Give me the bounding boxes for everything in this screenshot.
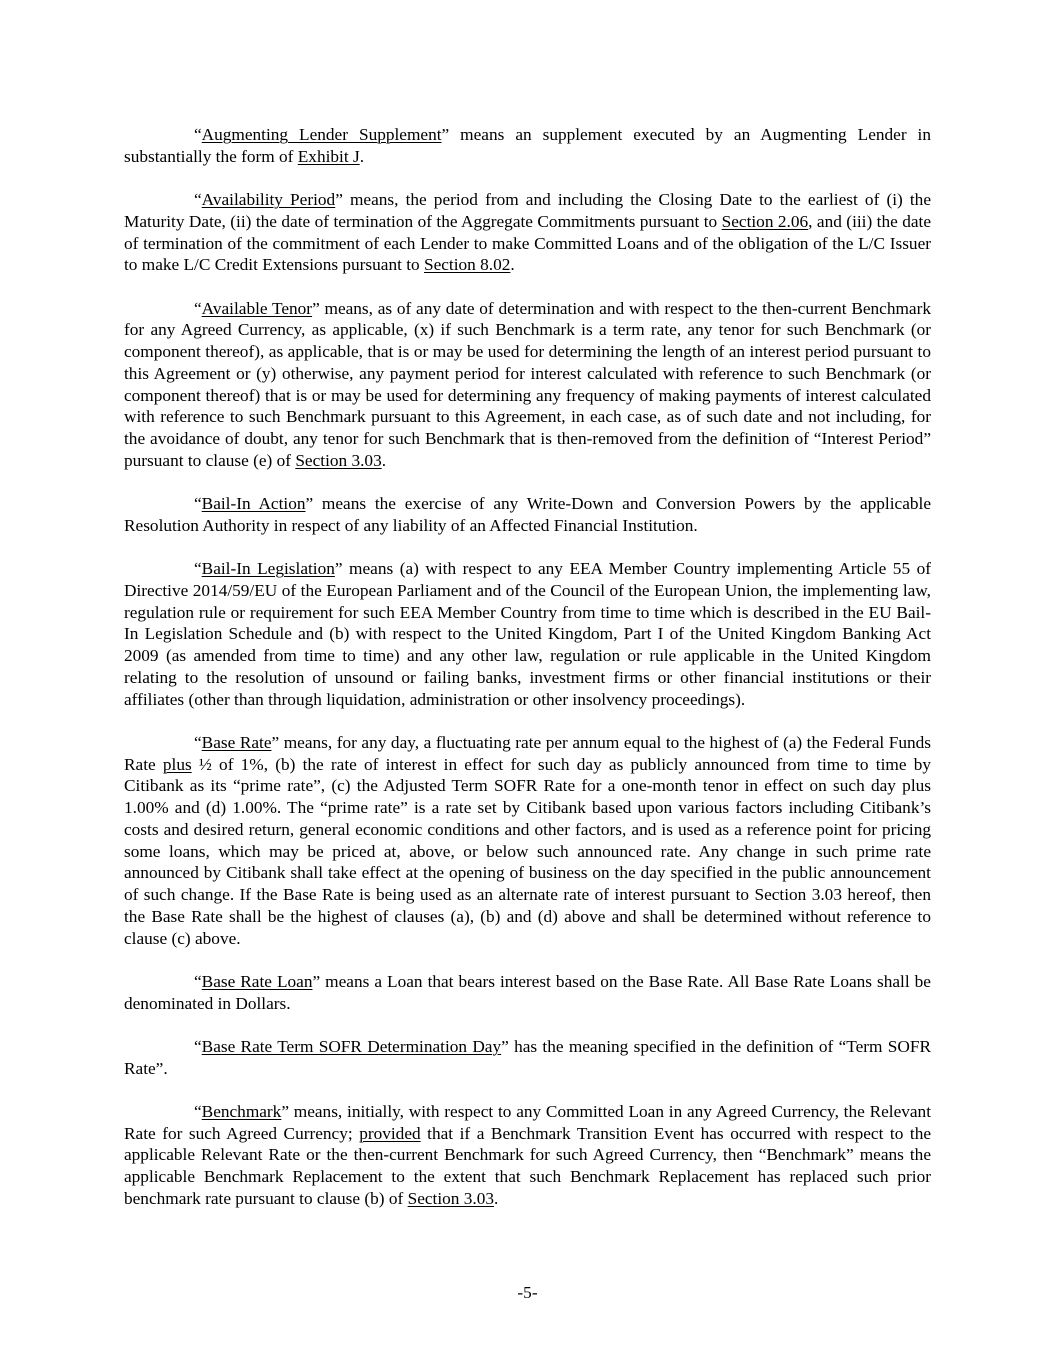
definition-available-tenor xyxy=(124,298,931,472)
underlined-term: Base Rate Loan xyxy=(201,971,313,991)
definition-text: “ xyxy=(194,559,202,578)
underlined-term: Bail-In Action xyxy=(201,494,306,513)
definition-bail-in-legislation xyxy=(124,558,931,710)
definition-text: “ xyxy=(194,125,202,144)
underlined-term: Section 3.03 xyxy=(407,1188,494,1208)
definition-text: that if a Benchmark Transition Event has occurred with respect to the applicable Relevant Rate or the then-current Benchmark for such Agreed Currency, then “Benchmark” means the applicable Benchmark Replacement to the extent that such Benchmark Replacement has replaced such prior benchmark rate pursuant to clause (b) of xyxy=(124,1123,932,1208)
definition-text: ” means, initially, with respect to any Committed Loan in any Agreed Currency, the Relevant Rate for such Agreed Currency; xyxy=(124,1101,931,1143)
definition-text: “ xyxy=(194,190,202,209)
underlined-term: Availability Period xyxy=(201,190,336,209)
definition-text: ” means, as of any date of determination and with respect to the then-current Benchmark for any Agreed Currency, as applicable, (x) if such Benchmark is a term rate, any tenor for such Benchmark (or component thereof), as applicable, that is or may be used for determining the length of an interest period pursuant to this Agreement or (y) otherwise, any payment period for interest calculated with reference to such Benchmark (or component thereof) that is or may be used for determining any frequency of making payments of interest calculated with reference to such Benchmark pursuant to this Agreement, in each case, as of such date and not including, for the avoidance of doubt, any tenor for such Benchmark that is then-removed from the definition of “Interest Period” pursuant to clause (e) of xyxy=(124,298,931,470)
definition-availability-period xyxy=(124,189,931,276)
definition-base-rate-loan xyxy=(124,971,931,1015)
definitions-body xyxy=(124,124,931,1231)
definition-text: “ xyxy=(194,494,202,513)
definition-augmenting-lender-supplement xyxy=(124,124,931,168)
underlined-term: provided xyxy=(359,1123,421,1143)
underlined-term: Base Rate Term SOFR Determination Day xyxy=(201,1036,502,1056)
definition-text: “ xyxy=(194,298,202,318)
definition-text: . xyxy=(494,1188,499,1208)
definition-base-rate-term-sofr-determination-day xyxy=(124,1036,931,1080)
underlined-term: Section 8.02 xyxy=(423,255,511,275)
definition-text: ” has the meaning specified in the definition of “Term SOFR Rate”. xyxy=(124,1036,931,1078)
definition-bail-in-action xyxy=(124,493,931,537)
definition-text: ” means the exercise of any Write-Down and Conversion Powers by the applicable Resolution Authority in respect of any liability of an Affected Financial Institution. xyxy=(124,494,931,535)
underlined-term: Bail-In Legislation xyxy=(201,559,335,578)
definition-text: ” means, the period from and including the Closing Date to the earliest of (i) the Maturity Date, (ii) the date of termination of the Aggregate Commitments pursuant to xyxy=(124,190,931,231)
definition-text: “ xyxy=(194,732,202,752)
underlined-term: Base Rate xyxy=(201,732,272,752)
definition-text: “ xyxy=(194,1036,202,1056)
definition-text: . xyxy=(381,450,387,470)
definition-text: ” means, for any day, a fluctuating rate per annum equal to the highest of (a) the Federal Funds Rate xyxy=(124,732,931,774)
definition-text: , and (iii) the date of termination of the commitment of each Lender to make Committed Loans and of the obligation of the L/C Issuer to make L/C Credit Extensions pursuant to xyxy=(124,211,931,275)
definition-text: ” means (a) with respect to any EEA Member Country implementing Article 55 of Directive 2014/59/EU of the European Parliament and of the Council of the European Union, the implementing law, regulation rule or requirement for such EEA Member Country from time to time which is described in the EU Bail-In Legislation Schedule and (b) with respect to the United Kingdom, Part I of the United Kingdom Banking Act 2009 (as amended from time to time) and any other law, regulation or rule applicable in the United Kingdom relating to the resolution of unsound or failing banks, investment firms or other financial institutions or their affiliates (other than through liquidation, administration or other insolvency proceedings). xyxy=(124,559,931,709)
definition-text: ” means a Loan that bears interest based on the Base Rate. All Base Rate Loans shall be denominated in Dollars. xyxy=(124,971,931,1013)
definition-benchmark xyxy=(124,1101,931,1210)
underlined-term: Section 3.03 xyxy=(295,450,382,470)
definition-text: “ xyxy=(194,971,202,991)
underlined-term: Exhibit J xyxy=(297,146,360,166)
underlined-term: plus xyxy=(162,754,192,774)
definition-base-rate xyxy=(124,732,931,950)
underlined-term: Benchmark xyxy=(201,1101,282,1121)
definition-text: . xyxy=(510,255,515,275)
underlined-term: Augmenting Lender Supplement xyxy=(201,125,442,144)
page-number: -5- xyxy=(517,1283,538,1302)
definition-text: ” means an supplement executed by an Augmenting Lender in substantially the form of xyxy=(124,125,932,166)
definition-text: . xyxy=(359,146,365,166)
definition-text: “ xyxy=(194,1101,202,1121)
underlined-term: Section 2.06 xyxy=(721,211,809,231)
underlined-term: Available Tenor xyxy=(201,298,313,318)
definition-text: ½ of 1%, (b) the rate of interest in effect for such day as publicly announced from time to time by Citibank as its “prime rate”, (c) the Adjusted Term SOFR Rate for a one-month tenor in effect on such day plus 1.00% and (d) 1.00%. The “prime rate” is a rate set by Citibank based upon various factors including Citibank’s costs and desired return, general economic conditions and other factors, and is used as a reference point for pricing some loans, which may be priced at, above, or below such announced rate. Any change in such prime rate announced by Citibank shall take effect at the opening of business on the day specified in the public announcement of such change. If the Base Rate is being used as an alternate rate of interest pursuant to Section 3.03 hereof, then the Base Rate shall be the highest of clauses (a), (b) and (d) above and shall be determined without reference to clause (c) above. xyxy=(124,754,931,948)
